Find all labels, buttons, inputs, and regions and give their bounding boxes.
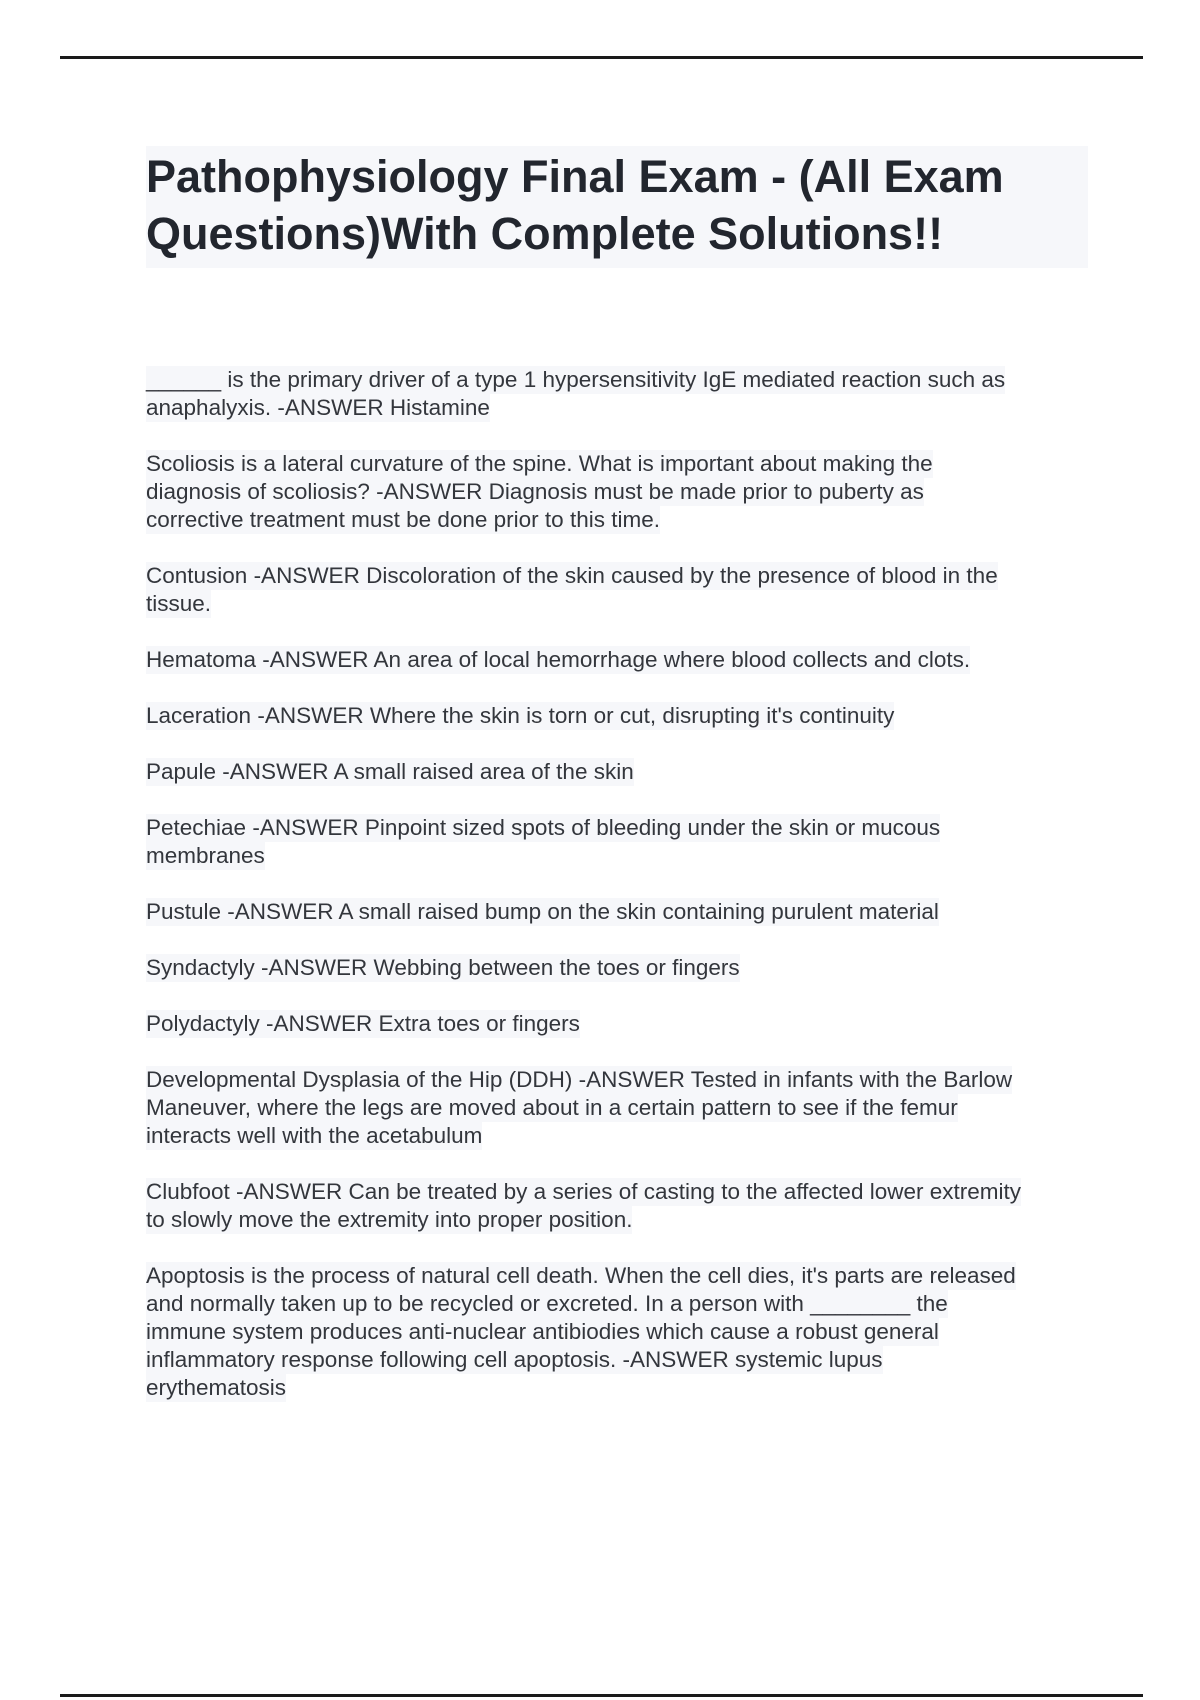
qa-item (146, 898, 1096, 926)
qa-line: Polydactyly -ANSWER Extra toes or fingers (146, 1011, 580, 1036)
title-line: Pathophysiology Final Exam - (All Exam (146, 151, 1004, 202)
qa-item (146, 702, 1096, 730)
title-line: Questions)With Complete Solutions!! (146, 208, 944, 259)
qa-line: Hematoma -ANSWER An area of local hemorrhage where blood collects and clots. (146, 647, 971, 672)
bottom-rule (60, 1694, 1143, 1697)
qa-item (146, 562, 1096, 618)
qa-list (146, 366, 1096, 1430)
qa-item (146, 646, 1096, 674)
qa-line: membranes (146, 843, 265, 868)
qa-line: Petechiae -ANSWER Pinpoint sized spots of bleeding under the skin or mucous (146, 815, 941, 840)
document-title (146, 146, 1088, 268)
qa-line: ______ is the primary driver of a type 1 hypersensitivity IgE mediated reaction such as (146, 367, 1006, 392)
qa-item (146, 758, 1096, 786)
qa-line: Apoptosis is the process of natural cell death. When the cell dies, it's parts are released (146, 1263, 1016, 1288)
qa-item (146, 1010, 1096, 1038)
qa-line: inflammatory response following cell apoptosis. -ANSWER systemic lupus (146, 1347, 883, 1372)
qa-line: Syndactyly -ANSWER Webbing between the toes or fingers (146, 955, 740, 980)
qa-line: and normally taken up to be recycled or excreted. In a person with ________ the (146, 1291, 948, 1316)
qa-line: to slowly move the extremity into proper position. (146, 1207, 633, 1232)
qa-line: anaphalyxis. -ANSWER Histamine (146, 395, 490, 420)
qa-item (146, 954, 1096, 982)
qa-line: tissue. (146, 591, 212, 616)
qa-line: Papule -ANSWER A small raised area of the skin (146, 759, 634, 784)
qa-line: erythematosis (146, 1375, 287, 1400)
qa-item (146, 1066, 1096, 1150)
qa-item (146, 1178, 1096, 1234)
qa-line: Maneuver, where the legs are moved about in a certain pattern to see if the femur (146, 1095, 958, 1120)
top-rule (60, 56, 1143, 59)
qa-item (146, 1262, 1096, 1402)
qa-line: Developmental Dysplasia of the Hip (DDH) -ANSWER Tested in infants with the Barlow (146, 1067, 1013, 1092)
qa-item (146, 366, 1096, 422)
qa-line: Clubfoot -ANSWER Can be treated by a series of casting to the affected lower extremity (146, 1179, 1021, 1204)
qa-item (146, 814, 1096, 870)
qa-line: Laceration -ANSWER Where the skin is torn or cut, disrupting it's continuity (146, 703, 895, 728)
qa-item (146, 450, 1096, 534)
qa-line: Contusion -ANSWER Discoloration of the skin caused by the presence of blood in the (146, 563, 998, 588)
qa-line: immune system produces anti-nuclear antibiodies which cause a robust general (146, 1319, 939, 1344)
qa-line: Pustule -ANSWER A small raised bump on the skin containing purulent material (146, 899, 939, 924)
qa-line: diagnosis of scoliosis? -ANSWER Diagnosis must be made prior to puberty as (146, 479, 924, 504)
qa-line: interacts well with the acetabulum (146, 1123, 483, 1148)
qa-line: corrective treatment must be done prior to this time. (146, 507, 660, 532)
qa-line: Scoliosis is a lateral curvature of the spine. What is important about making the (146, 451, 933, 476)
